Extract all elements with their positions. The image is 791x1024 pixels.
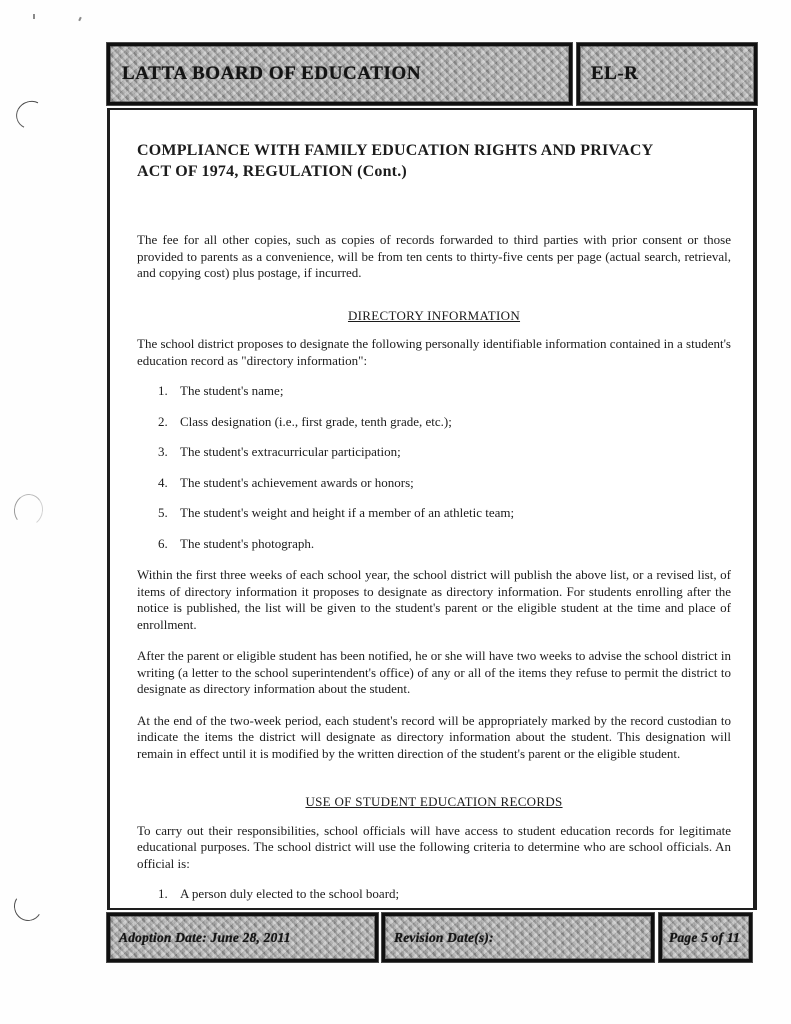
section-heading-use-of-records: USE OF STUDENT EDUCATION RECORDS: [305, 794, 563, 809]
list-item-text: A person duly elected to the school board;: [180, 886, 400, 901]
header-policy-code-banner: [577, 43, 757, 105]
hole-punch-artifact-bottom: [11, 889, 44, 923]
list-item-text: Class designation (i.e., first grade, tenth grade, etc.);: [180, 413, 452, 429]
officials-criteria-list: [137, 886, 731, 910]
revision-date-label: Revision Date(s):: [394, 929, 494, 945]
section-heading-directory-information: DIRECTORY INFORMATION: [347, 307, 521, 323]
policy-code: EL-R: [591, 63, 639, 84]
paragraph-directory-intro: The school district proposes to designate the following personally identifiable information contained in a student's education record as "directory information":: [137, 336, 731, 368]
hole-punch-artifact-top: [12, 97, 49, 133]
list-item-number: 3.: [158, 444, 168, 459]
list-item-text: The student's name;: [180, 383, 284, 398]
adoption-date-label: Adoption Date: June 28, 2011: [119, 929, 291, 945]
footer-adoption-date-box: [107, 913, 378, 962]
footer-page-number-box: [659, 913, 752, 962]
list-item: [137, 383, 731, 400]
page-number-label: Page 5 of 11: [669, 929, 741, 945]
list-item-number: 6.: [158, 535, 168, 551]
list-item-number: 5.: [158, 505, 168, 520]
scan-speck: [33, 14, 35, 19]
paragraph-use-records-intro: To carry out their responsibilities, school officials will have access to student education records for legitimate educational purposes. The school district will use the following criteria to determine who are school officials. An official is:: [137, 822, 731, 871]
list-item: [137, 414, 731, 431]
list-item: [137, 475, 731, 492]
list-item-text: The student's achievement awards or honors;: [180, 474, 414, 490]
document-frame: [107, 108, 757, 910]
list-item: [137, 444, 731, 461]
document-title-line1: COMPLIANCE WITH FAMILY EDUCATION RIGHTS AND PRIVACY: [137, 142, 654, 159]
header-org-banner: [107, 43, 572, 105]
paragraph-notify-parent: After the parent or eligible student has been notified, he or she will have two weeks to advise the school district in writing (a letter to the school superintendent's office) of any or all of the items they refuse to permit the district to designate as directory information about the student.: [137, 648, 731, 696]
document-title: [137, 140, 731, 182]
document-title-line2: ACT OF 1974, REGULATION (Cont.): [137, 163, 407, 180]
paragraph-publish-list: Within the first three weeks of each school year, the school district will publish the above list, or a revised list, of items of directory information it proposes to designate as directory information. For students enrolling after the notice is published, the list will be given to the student's parent or the eligible student at the time and place of enrollment.: [137, 567, 731, 632]
paragraph-copy-fees: The fee for all other copies, such as copies of records forwarded to third parties with prior consent or those provided to parents as a convenience, will be from ten cents to thirty-five cents per page (actual search, retrieval, and copying cost) plus postage, if incurred.: [137, 232, 731, 280]
document-body: [110, 110, 753, 910]
list-item: [137, 886, 731, 903]
list-item-number: 4.: [158, 474, 168, 490]
list-item-number: 1.: [158, 886, 168, 901]
list-item-text: The student's weight and height if a member of an athletic team;: [180, 505, 515, 520]
list-item: [137, 536, 731, 553]
scan-speck: [78, 17, 82, 21]
hole-punch-artifact-middle: [12, 492, 45, 528]
list-item-number: 2.: [158, 413, 168, 429]
list-item-number: 1.: [158, 383, 168, 398]
directory-items-list: [137, 383, 731, 552]
list-item: [137, 505, 731, 522]
list-item-text: The student's photograph.: [180, 535, 315, 551]
paragraph-record-marked: At the end of the two-week period, each student's record will be appropriately marked by the record custodian to indicate the items the district will designate as directory information about the student. This designation will remain in effect until it is modified by the written direction of the student's parent or the eligible student.: [137, 712, 731, 761]
footer-revision-date-box: [382, 913, 654, 962]
org-name: LATTA BOARD OF EDUCATION: [122, 63, 422, 84]
list-item-text: The student's extracurricular participation;: [180, 444, 401, 459]
